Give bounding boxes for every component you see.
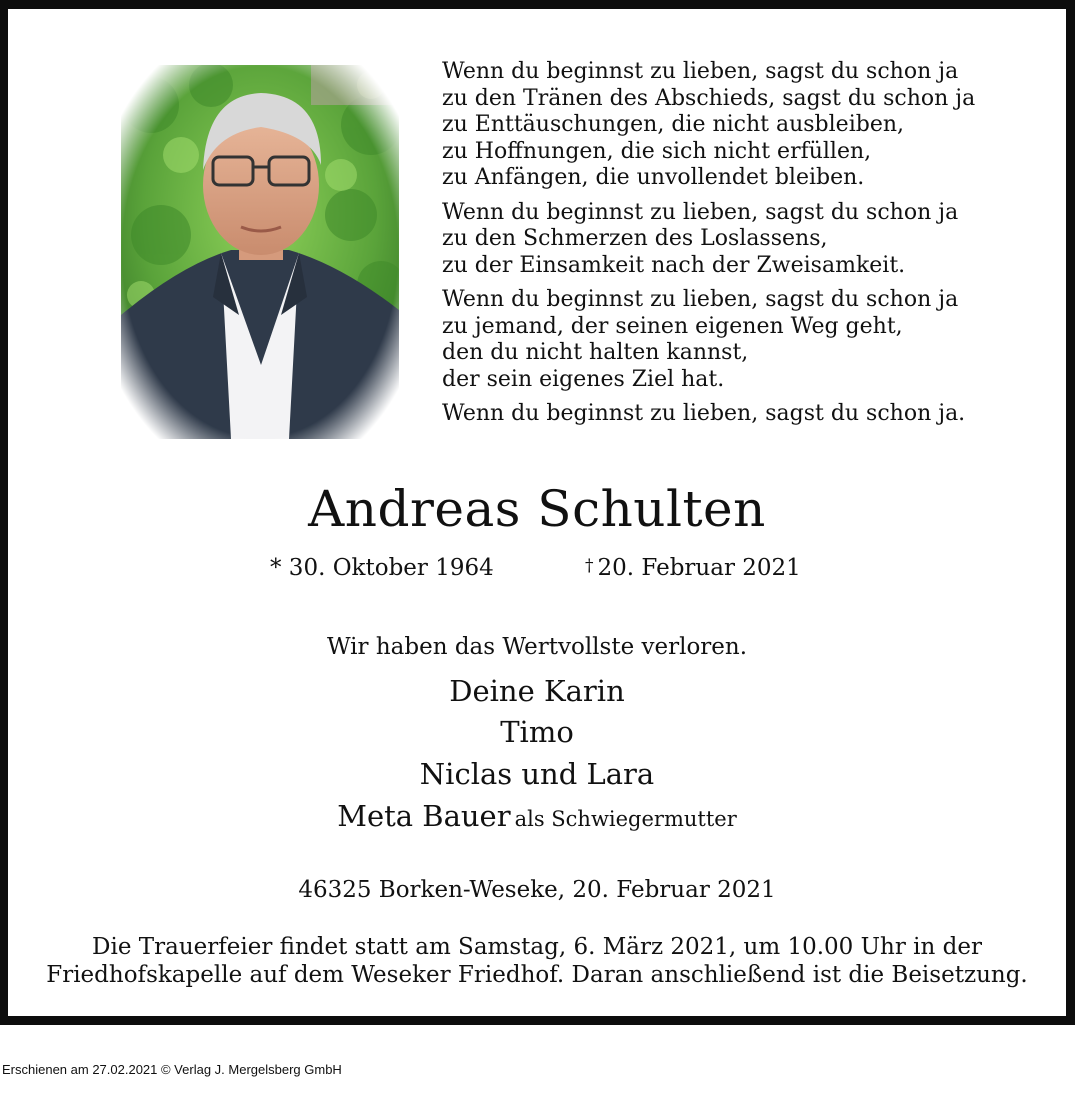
- poem-line: Wenn du beginnst zu lieben, sagst du schon ja: [442, 199, 959, 225]
- portrait-photo: [121, 65, 399, 439]
- poem-line: zu Anfängen, die unvollendet bleiben.: [442, 165, 865, 190]
- birth-date: * 30. Oktober 1964: [270, 555, 494, 581]
- death-date: 20. Februar 2021: [597, 555, 801, 581]
- place-date: 46325 Borken-Weseke, 20. Februar 2021: [298, 877, 776, 903]
- ceremony-line: Friedhofskapelle auf dem Weseker Friedhof. Daran anschließend ist die Beisetzung.: [46, 962, 1028, 988]
- poem-line: zu den Schmerzen des Loslassens,: [442, 226, 828, 251]
- obituary-card: [8, 9, 1066, 1016]
- relation-note: als Schwiegermutter: [514, 807, 737, 831]
- mourner-name: Timo: [500, 715, 574, 749]
- poem-line: der sein eigenes Ziel hat.: [442, 366, 725, 392]
- poem-stanza: [442, 401, 1042, 428]
- mourner-row: [8, 799, 1066, 833]
- death-date-row: [585, 555, 801, 581]
- cross-icon: †: [585, 556, 594, 576]
- poem-line: zu der Einsamkeit nach der Zweisamkeit.: [442, 252, 906, 278]
- deceased-name: Andreas Schulten: [308, 480, 766, 538]
- poem-line: zu jemand, der seinen eigenen Weg geht,: [442, 313, 903, 339]
- poem-line: den du nicht halten kannst,: [442, 340, 749, 365]
- poem-stanza: [442, 287, 1042, 393]
- poem-stanza: [442, 200, 1042, 280]
- ceremony-info: [8, 933, 1066, 989]
- poem-stanza: [442, 59, 1042, 192]
- poem-line: Wenn du beginnst zu lieben, sagst du schon ja: [442, 59, 959, 84]
- mourner-name: Niclas und Lara: [419, 757, 655, 791]
- poem-line: zu Hoffnungen, die sich nicht erfüllen,: [442, 138, 872, 164]
- mourning-intro: Wir haben das Wertvollste verloren.: [326, 634, 748, 660]
- publication-credit: Erschienen am 27.02.2021 © Verlag J. Mergelsberg GmbH: [2, 1062, 342, 1077]
- ceremony-line: Die Trauerfeier findet statt am Samstag, 6. März 2021, um 10.00 Uhr in der: [92, 934, 982, 960]
- poem-line: zu den Tränen des Abschieds, sagst du schon ja: [442, 85, 976, 111]
- poem-line: Wenn du beginnst zu lieben, sagst du schon ja: [442, 287, 959, 312]
- poem-line: zu Enttäuschungen, die nicht ausbleiben,: [442, 112, 904, 137]
- mourner-name: Deine Karin: [449, 674, 625, 708]
- poem: [442, 59, 1042, 436]
- poem-line: Wenn du beginnst zu lieben, sagst du schon ja.: [442, 401, 966, 426]
- mourner-name: Meta Bauer: [337, 799, 511, 833]
